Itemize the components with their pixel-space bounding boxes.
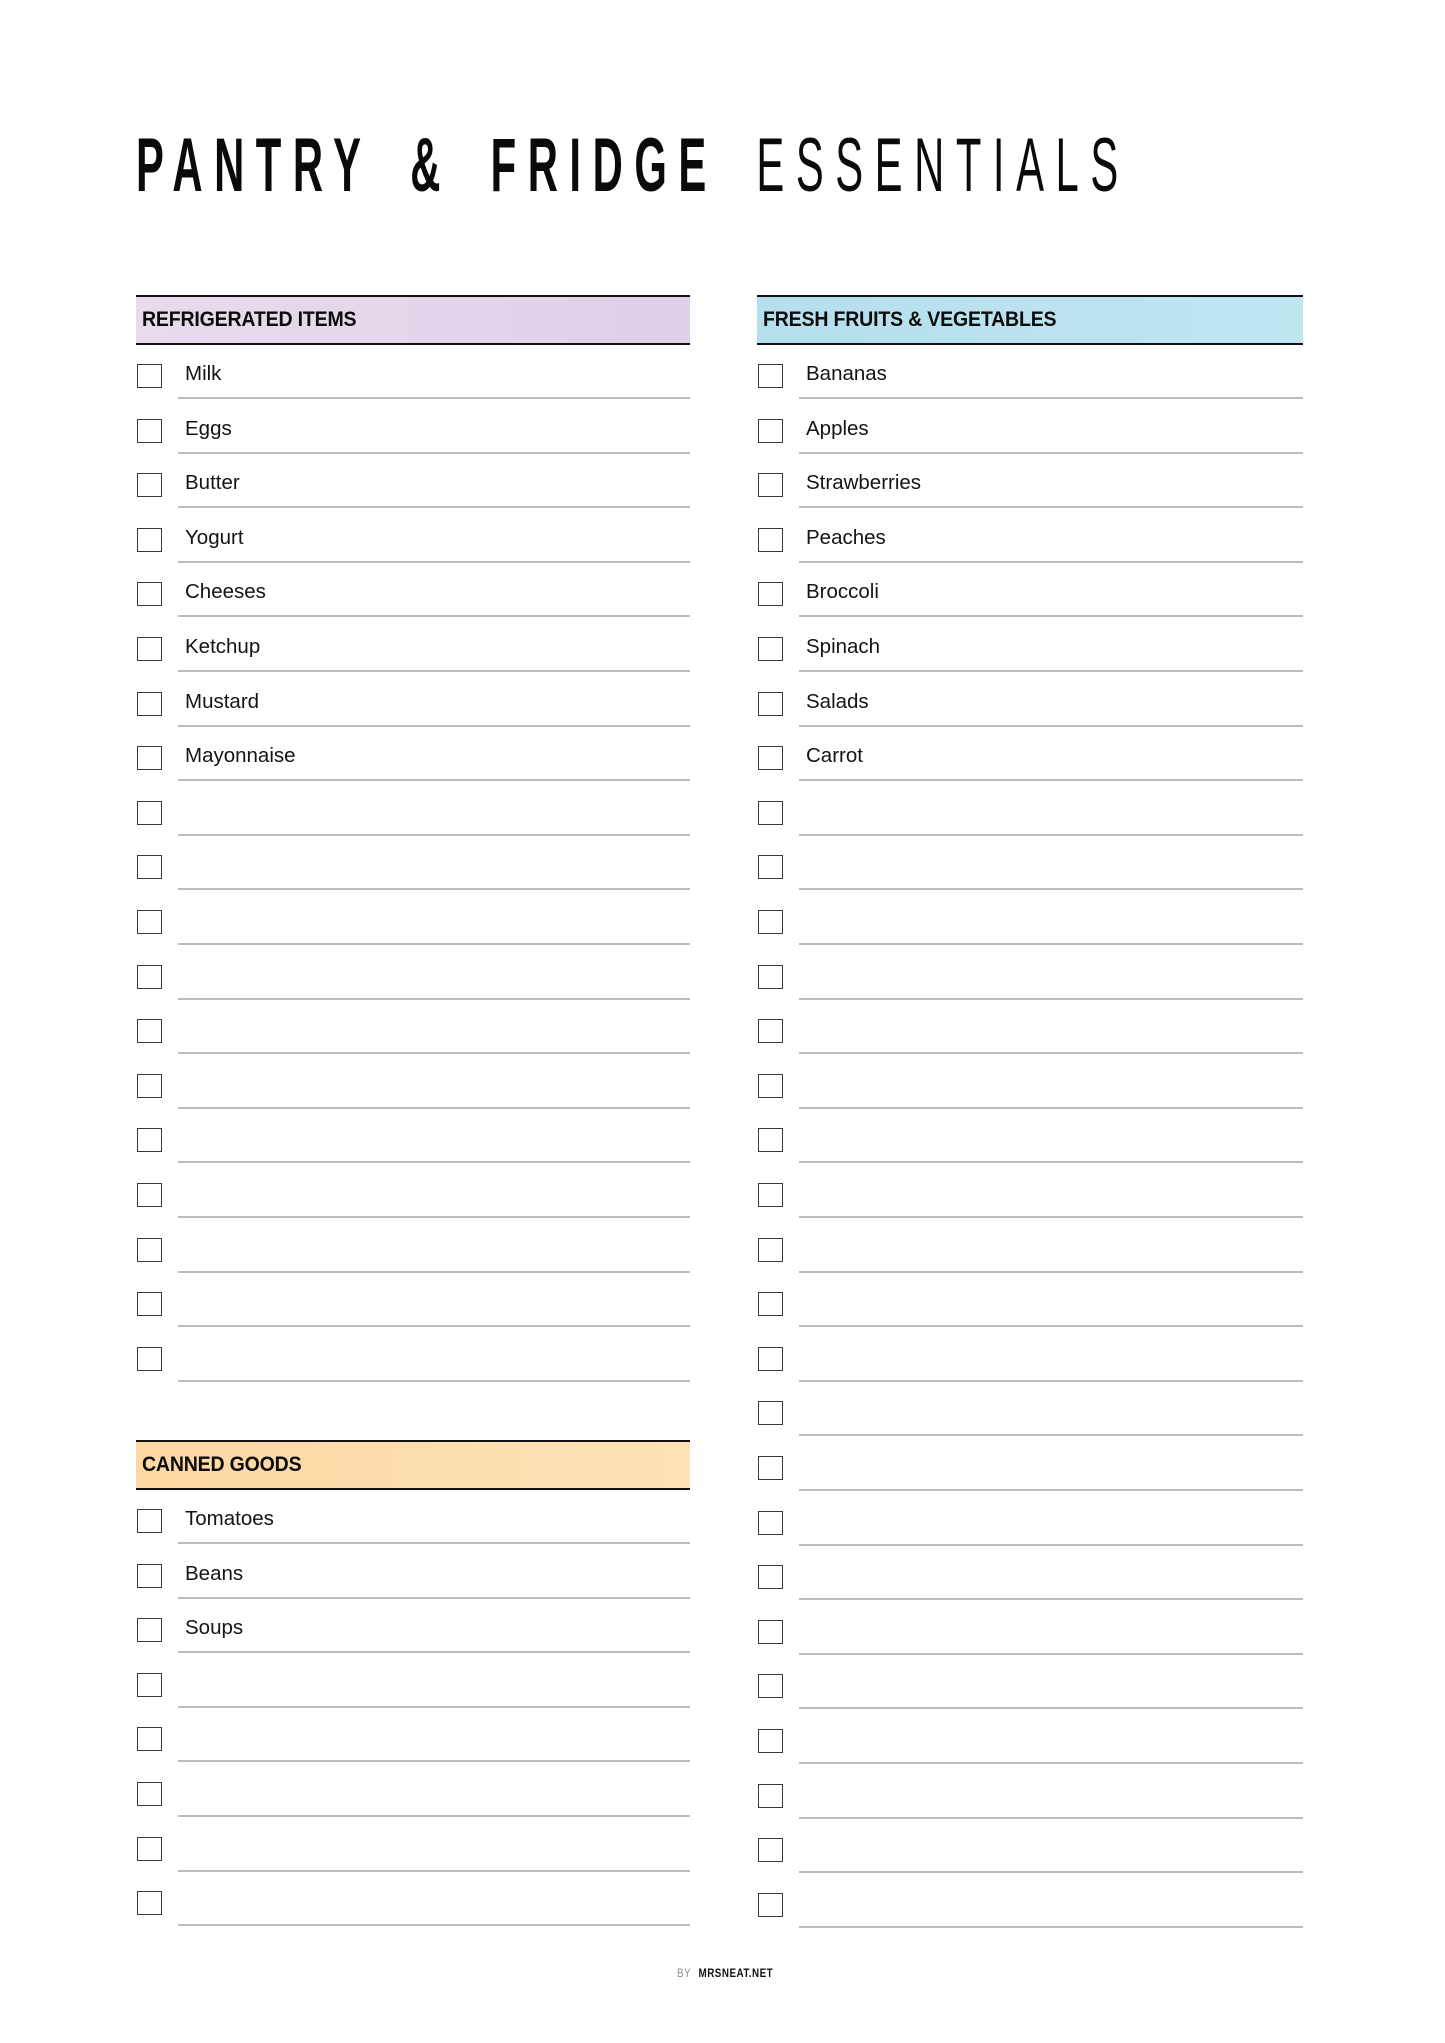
- checkbox-fresh-fruits-vegetables-6[interactable]: [758, 637, 783, 661]
- row-fresh-fruits-vegetables-11: [757, 910, 1303, 964]
- row-refrigerated-items-3: [136, 473, 690, 527]
- row-fresh-fruits-vegetables-19: [757, 1347, 1303, 1401]
- writing-line: [799, 1707, 1303, 1709]
- item-carrot[interactable]: Carrot: [806, 744, 863, 768]
- writing-line: [178, 998, 690, 1000]
- writing-line: [799, 1325, 1303, 1327]
- checkbox-canned-goods-2[interactable]: [137, 1564, 162, 1588]
- item-blank[interactable]: [185, 960, 690, 990]
- writing-line: [799, 725, 1303, 727]
- row-fresh-fruits-vegetables-2: [757, 416, 1303, 473]
- writing-line: [178, 1542, 690, 1544]
- item-blank[interactable]: [185, 850, 690, 880]
- writing-line: [178, 1161, 690, 1163]
- row-fresh-fruits-vegetables-20: [757, 1401, 1303, 1455]
- item-blank[interactable]: [806, 1888, 1303, 1918]
- item-peaches[interactable]: Peaches: [806, 525, 886, 549]
- writing-line: [178, 1325, 690, 1327]
- row-fresh-fruits-vegetables-4: [757, 525, 1303, 582]
- item-blank[interactable]: [185, 1014, 690, 1044]
- item-apples[interactable]: Apples: [806, 416, 869, 440]
- row-refrigerated-items-5: [136, 582, 690, 636]
- checkbox-refrigerated-items-9[interactable]: [137, 801, 162, 825]
- writing-line: [178, 1706, 690, 1708]
- item-blank[interactable]: [185, 1233, 690, 1263]
- item-blank[interactable]: [806, 1833, 1303, 1863]
- checkbox-fresh-fruits-vegetables-12[interactable]: [758, 965, 783, 989]
- row-fresh-fruits-vegetables-25: [757, 1674, 1303, 1728]
- writing-line: [178, 779, 690, 781]
- row-refrigerated-items-17: [136, 1238, 690, 1292]
- writing-line: [178, 1651, 690, 1653]
- writing-line: [178, 1870, 690, 1872]
- checkbox-fresh-fruits-vegetables-4[interactable]: [758, 528, 783, 552]
- row-fresh-fruits-vegetables-9: [757, 801, 1303, 855]
- item-blank[interactable]: [185, 796, 690, 826]
- writing-line: [178, 1107, 690, 1109]
- checkbox-canned-goods-3[interactable]: [137, 1618, 162, 1642]
- checkbox-fresh-fruits-vegetables-8[interactable]: [758, 746, 783, 770]
- row-fresh-fruits-vegetables-7: [757, 689, 1303, 746]
- row-refrigerated-items-7: [136, 689, 690, 746]
- checkbox-fresh-fruits-vegetables-20[interactable]: [758, 1401, 783, 1425]
- item-blank[interactable]: [806, 1178, 1303, 1208]
- row-fresh-fruits-vegetables-13: [757, 1019, 1303, 1073]
- checkbox-fresh-fruits-vegetables-13[interactable]: [758, 1019, 783, 1043]
- row-canned-goods-7: [136, 1837, 690, 1891]
- item-blank[interactable]: [185, 1123, 690, 1153]
- row-fresh-fruits-vegetables-23: [757, 1565, 1303, 1619]
- checkbox-refrigerated-items-19[interactable]: [137, 1347, 162, 1371]
- item-blank[interactable]: [806, 1287, 1303, 1317]
- section-header-canned-goods: [136, 1440, 690, 1490]
- writing-line: [799, 615, 1303, 617]
- writing-line: [799, 998, 1303, 1000]
- row-fresh-fruits-vegetables-10: [757, 855, 1303, 909]
- item-blank[interactable]: [185, 1832, 690, 1862]
- item-blank[interactable]: [806, 1724, 1303, 1754]
- writing-line: [178, 888, 690, 890]
- item-blank[interactable]: [185, 1287, 690, 1317]
- checkbox-refrigerated-items-3[interactable]: [137, 473, 162, 497]
- footer-by: BY: [677, 1966, 692, 1980]
- writing-line: [799, 1544, 1303, 1546]
- item-milk[interactable]: Milk: [185, 362, 222, 385]
- row-fresh-fruits-vegetables-27: [757, 1784, 1303, 1838]
- item-blank[interactable]: [185, 905, 690, 935]
- row-refrigerated-items-18: [136, 1292, 690, 1346]
- writing-line: [799, 506, 1303, 508]
- row-canned-goods-8: [136, 1891, 690, 1945]
- writing-line: [799, 670, 1303, 672]
- writing-line: [799, 1653, 1303, 1655]
- page-title-thin: ESSENTIALS: [756, 123, 1130, 208]
- row-refrigerated-items-11: [136, 910, 690, 964]
- row-fresh-fruits-vegetables-15: [757, 1128, 1303, 1182]
- checkbox-canned-goods-6[interactable]: [137, 1782, 162, 1806]
- checkbox-refrigerated-items-7[interactable]: [137, 692, 162, 716]
- row-fresh-fruits-vegetables-29: [757, 1893, 1303, 1947]
- checkbox-refrigerated-items-13[interactable]: [137, 1019, 162, 1043]
- row-refrigerated-items-2: [136, 416, 690, 473]
- row-refrigerated-items-13: [136, 1019, 690, 1073]
- item-blank[interactable]: [806, 960, 1303, 990]
- checkbox-fresh-fruits-vegetables-5[interactable]: [758, 582, 783, 606]
- writing-line: [178, 1924, 690, 1926]
- checkbox-fresh-fruits-vegetables-27[interactable]: [758, 1784, 783, 1808]
- row-refrigerated-items-12: [136, 965, 690, 1019]
- item-blank[interactable]: [806, 1069, 1303, 1099]
- row-fresh-fruits-vegetables-26: [757, 1729, 1303, 1783]
- checkbox-fresh-fruits-vegetables-16[interactable]: [758, 1183, 783, 1207]
- checkbox-refrigerated-items-4[interactable]: [137, 528, 162, 552]
- checkbox-fresh-fruits-vegetables-3[interactable]: [758, 473, 783, 497]
- writing-line: [178, 1815, 690, 1817]
- item-butter[interactable]: Butter: [185, 471, 240, 495]
- writing-line: [799, 397, 1303, 399]
- checkbox-fresh-fruits-vegetables-7[interactable]: [758, 692, 783, 716]
- writing-line: [178, 670, 690, 672]
- section-title: FRESH FRUITS & VEGETABLES: [763, 308, 1057, 331]
- writing-line: [799, 1762, 1303, 1764]
- item-blank[interactable]: [806, 1233, 1303, 1263]
- checkbox-fresh-fruits-vegetables-9[interactable]: [758, 801, 783, 825]
- checkbox-fresh-fruits-vegetables-10[interactable]: [758, 855, 783, 879]
- writing-line: [178, 1380, 690, 1382]
- row-refrigerated-items-15: [136, 1128, 690, 1182]
- checkbox-fresh-fruits-vegetables-17[interactable]: [758, 1238, 783, 1262]
- item-yogurt[interactable]: Yogurt: [185, 525, 244, 549]
- row-fresh-fruits-vegetables-6: [757, 637, 1303, 691]
- row-refrigerated-items-1: [136, 364, 690, 418]
- item-blank[interactable]: [806, 850, 1303, 880]
- item-bananas[interactable]: Bananas: [806, 362, 887, 385]
- row-canned-goods-3: [136, 1618, 690, 1672]
- item-ketchup[interactable]: Ketchup: [185, 635, 261, 658]
- writing-line: [178, 452, 690, 454]
- writing-line: [799, 1216, 1303, 1218]
- row-fresh-fruits-vegetables-24: [757, 1620, 1303, 1674]
- item-blank[interactable]: [185, 1777, 690, 1807]
- checkbox-refrigerated-items-5[interactable]: [137, 582, 162, 606]
- checkbox-fresh-fruits-vegetables-29[interactable]: [758, 1893, 783, 1917]
- writing-line: [178, 1760, 690, 1762]
- writing-line: [178, 1271, 690, 1273]
- checkbox-canned-goods-8[interactable]: [137, 1891, 162, 1915]
- item-cheeses[interactable]: Cheeses: [185, 580, 266, 604]
- item-blank[interactable]: [806, 1342, 1303, 1372]
- item-tomatoes[interactable]: Tomatoes: [185, 1507, 274, 1530]
- item-eggs[interactable]: Eggs: [185, 416, 232, 440]
- row-refrigerated-items-14: [136, 1074, 690, 1128]
- checkbox-fresh-fruits-vegetables-21[interactable]: [758, 1456, 783, 1480]
- writing-line: [178, 1216, 690, 1218]
- item-blank[interactable]: [806, 1779, 1303, 1809]
- item-blank[interactable]: [806, 1014, 1303, 1044]
- writing-line: [178, 506, 690, 508]
- row-fresh-fruits-vegetables-28: [757, 1838, 1303, 1892]
- checkbox-fresh-fruits-vegetables-19[interactable]: [758, 1347, 783, 1371]
- row-refrigerated-items-6: [136, 637, 690, 691]
- item-blank[interactable]: [185, 1178, 690, 1208]
- item-beans[interactable]: Beans: [185, 1561, 244, 1585]
- checkbox-refrigerated-items-12[interactable]: [137, 965, 162, 989]
- footer-brand: MRSNEAT.NET: [698, 1966, 774, 1980]
- writing-line: [799, 1107, 1303, 1109]
- row-fresh-fruits-vegetables-14: [757, 1074, 1303, 1128]
- item-blank[interactable]: [806, 1451, 1303, 1481]
- checkbox-fresh-fruits-vegetables-25[interactable]: [758, 1674, 783, 1698]
- item-blank[interactable]: [185, 1069, 690, 1099]
- checkbox-fresh-fruits-vegetables-23[interactable]: [758, 1565, 783, 1589]
- row-fresh-fruits-vegetables-12: [757, 965, 1303, 1019]
- checkbox-refrigerated-items-17[interactable]: [137, 1238, 162, 1262]
- item-blank[interactable]: [806, 1396, 1303, 1426]
- item-mayonnaise[interactable]: Mayonnaise: [185, 744, 296, 768]
- checkbox-canned-goods-5[interactable]: [137, 1727, 162, 1751]
- writing-line: [178, 943, 690, 945]
- writing-line: [799, 1817, 1303, 1819]
- checkbox-fresh-fruits-vegetables-22[interactable]: [758, 1511, 783, 1535]
- checkbox-refrigerated-items-16[interactable]: [137, 1183, 162, 1207]
- writing-line: [799, 1271, 1303, 1273]
- writing-line: [799, 1489, 1303, 1491]
- checkbox-refrigerated-items-8[interactable]: [137, 746, 162, 770]
- item-blank[interactable]: [185, 1886, 690, 1916]
- writing-line: [799, 1380, 1303, 1382]
- writing-line: [799, 1598, 1303, 1600]
- row-fresh-fruits-vegetables-3: [757, 473, 1303, 527]
- row-fresh-fruits-vegetables-16: [757, 1183, 1303, 1237]
- writing-line: [178, 1052, 690, 1054]
- item-broccoli[interactable]: Broccoli: [806, 580, 879, 604]
- checkbox-fresh-fruits-vegetables-11[interactable]: [758, 910, 783, 934]
- checkbox-fresh-fruits-vegetables-15[interactable]: [758, 1128, 783, 1152]
- item-blank[interactable]: [185, 1668, 690, 1698]
- row-refrigerated-items-8: [136, 746, 690, 800]
- writing-line: [799, 1052, 1303, 1054]
- section-header-fresh-fruits-vegetables: [757, 295, 1303, 345]
- item-spinach[interactable]: Spinach: [806, 635, 881, 658]
- row-fresh-fruits-vegetables-8: [757, 746, 1303, 800]
- writing-line: [799, 1161, 1303, 1163]
- item-blank[interactable]: [806, 1560, 1303, 1590]
- row-refrigerated-items-9: [136, 801, 690, 855]
- writing-line: [799, 779, 1303, 781]
- item-mustard[interactable]: Mustard: [185, 689, 260, 713]
- item-blank[interactable]: [806, 1615, 1303, 1645]
- checkbox-fresh-fruits-vegetables-14[interactable]: [758, 1074, 783, 1098]
- row-canned-goods-5: [136, 1727, 690, 1781]
- item-blank[interactable]: [806, 1123, 1303, 1153]
- row-fresh-fruits-vegetables-21: [757, 1456, 1303, 1510]
- item-blank[interactable]: [806, 905, 1303, 935]
- item-blank[interactable]: [806, 796, 1303, 826]
- writing-line: [178, 1597, 690, 1599]
- checkbox-refrigerated-items-1[interactable]: [137, 364, 162, 388]
- writing-line: [178, 397, 690, 399]
- writing-line: [178, 615, 690, 617]
- row-refrigerated-items-10: [136, 855, 690, 909]
- checkbox-canned-goods-4[interactable]: [137, 1673, 162, 1697]
- item-blank[interactable]: [185, 1342, 690, 1372]
- page-title-bold: PANTRY & FRIDGE: [136, 123, 718, 208]
- row-canned-goods-2: [136, 1561, 690, 1618]
- writing-line: [799, 452, 1303, 454]
- checkbox-fresh-fruits-vegetables-18[interactable]: [758, 1292, 783, 1316]
- row-fresh-fruits-vegetables-17: [757, 1238, 1303, 1292]
- writing-line: [799, 1434, 1303, 1436]
- checkbox-fresh-fruits-vegetables-2[interactable]: [758, 419, 783, 443]
- checkbox-refrigerated-items-10[interactable]: [137, 855, 162, 879]
- writing-line: [799, 1926, 1303, 1928]
- item-blank[interactable]: [185, 1722, 690, 1752]
- checkbox-fresh-fruits-vegetables-1[interactable]: [758, 364, 783, 388]
- row-refrigerated-items-16: [136, 1183, 690, 1237]
- row-canned-goods-1: [136, 1509, 690, 1563]
- checkbox-refrigerated-items-14[interactable]: [137, 1074, 162, 1098]
- section-header-refrigerated-items: [136, 295, 690, 345]
- item-blank[interactable]: [806, 1506, 1303, 1536]
- item-soups[interactable]: Soups: [185, 1616, 244, 1640]
- writing-line: [799, 943, 1303, 945]
- writing-line: [178, 561, 690, 563]
- item-strawberries[interactable]: Strawberries: [806, 471, 922, 495]
- row-refrigerated-items-4: [136, 525, 690, 582]
- checkbox-canned-goods-1[interactable]: [137, 1509, 162, 1533]
- page-title: [136, 118, 1130, 214]
- checkbox-refrigerated-items-2[interactable]: [137, 419, 162, 443]
- row-fresh-fruits-vegetables-18: [757, 1292, 1303, 1346]
- footer-credit: [677, 1964, 773, 1982]
- checkbox-fresh-fruits-vegetables-26[interactable]: [758, 1729, 783, 1753]
- row-canned-goods-6: [136, 1782, 690, 1836]
- writing-line: [799, 561, 1303, 563]
- writing-line: [799, 888, 1303, 890]
- row-fresh-fruits-vegetables-5: [757, 582, 1303, 636]
- row-fresh-fruits-vegetables-22: [757, 1511, 1303, 1565]
- row-fresh-fruits-vegetables-1: [757, 364, 1303, 418]
- item-salads[interactable]: Salads: [806, 689, 869, 713]
- checkbox-refrigerated-items-11[interactable]: [137, 910, 162, 934]
- writing-line: [799, 1871, 1303, 1873]
- checkbox-canned-goods-7[interactable]: [137, 1837, 162, 1861]
- writing-line: [799, 834, 1303, 836]
- section-title: CANNED GOODS: [142, 1453, 302, 1476]
- writing-line: [178, 725, 690, 727]
- item-blank[interactable]: [806, 1669, 1303, 1699]
- section-title: REFRIGERATED ITEMS: [142, 308, 357, 331]
- checkbox-refrigerated-items-15[interactable]: [137, 1128, 162, 1152]
- writing-line: [178, 834, 690, 836]
- row-canned-goods-4: [136, 1673, 690, 1727]
- checkbox-refrigerated-items-6[interactable]: [137, 637, 162, 661]
- row-refrigerated-items-19: [136, 1347, 690, 1401]
- checkbox-refrigerated-items-18[interactable]: [137, 1292, 162, 1316]
- checkbox-fresh-fruits-vegetables-28[interactable]: [758, 1838, 783, 1862]
- checkbox-fresh-fruits-vegetables-24[interactable]: [758, 1620, 783, 1644]
